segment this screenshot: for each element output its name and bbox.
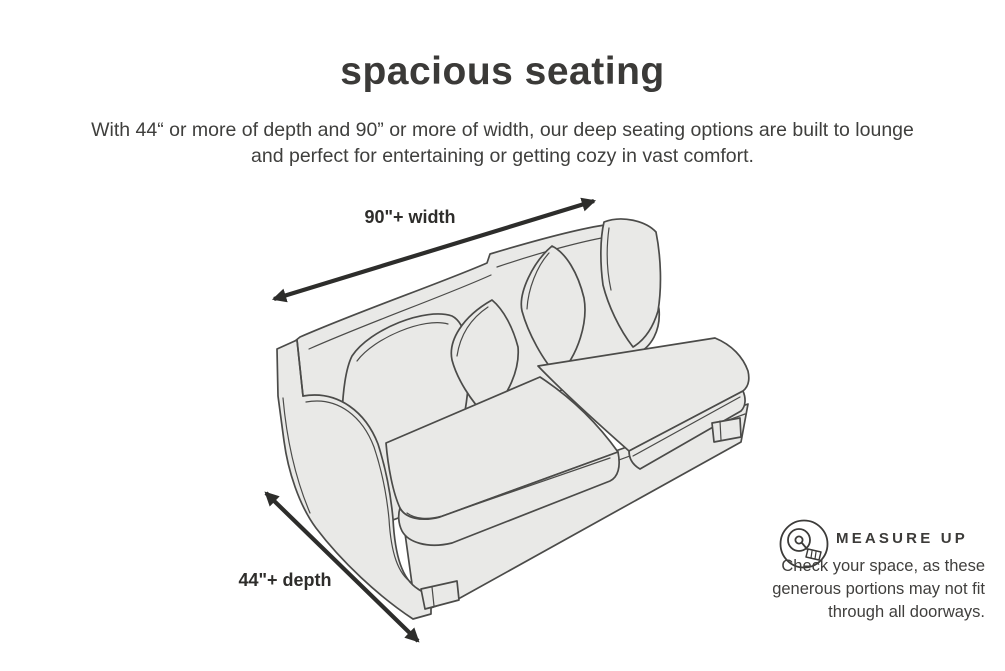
measure-up-note [745,555,985,624]
measure-up-note-line-1: Check your space, as these [781,557,985,575]
page-title: spacious seating [340,50,665,93]
sofa-drawing [277,219,749,619]
intro-line-1: With 44“ or more of depth and 90” or more of width, our deep seating options are built to lounge [91,119,914,141]
measure-up-heading: MEASURE UP [836,530,969,547]
depth-dimension-label: 44"+ depth [238,570,332,590]
intro-line-2: and perfect for entertaining or getting cozy in vast comfort. [251,145,754,167]
sofa-foot-right [712,418,741,442]
width-dimension-label: 90"+ width [364,207,456,227]
measure-up-note-line-2: generous portions may not fit [772,580,985,598]
measure-up-note-line-3: through all doorways. [828,603,985,621]
